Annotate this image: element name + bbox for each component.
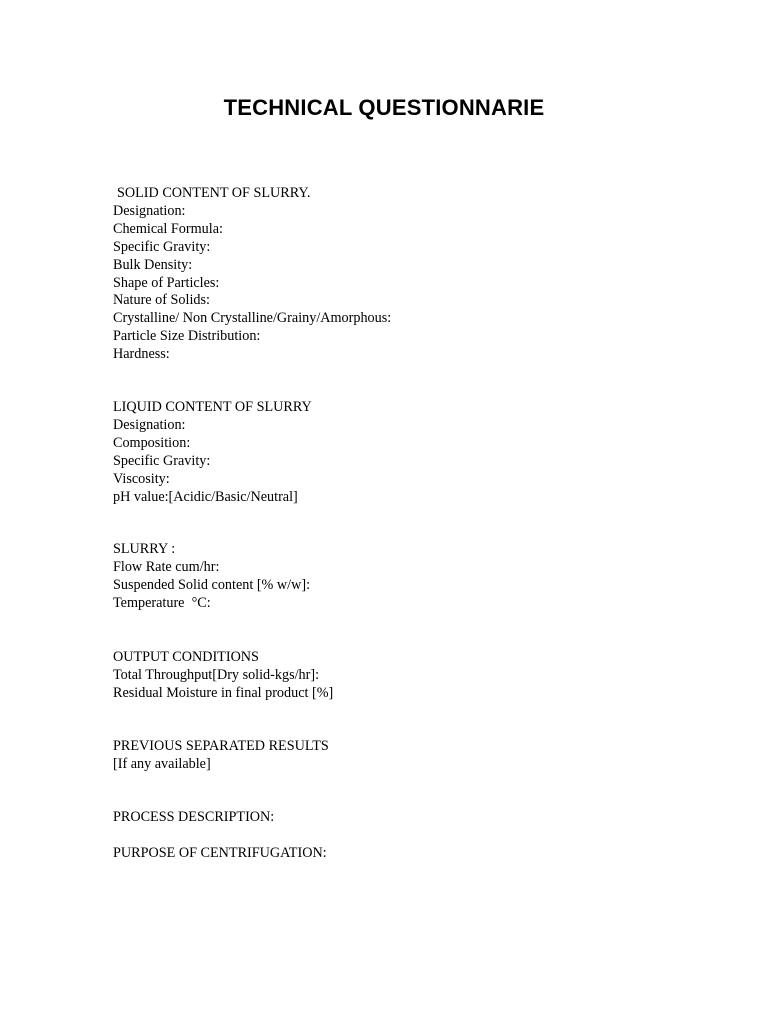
liquid-composition-label: Composition: xyxy=(113,434,191,451)
solid-content-heading: SOLID CONTENT OF SLURRY. xyxy=(117,185,311,201)
liquid-content-section xyxy=(113,399,312,506)
liquid-viscosity-label: Viscosity: xyxy=(113,470,170,487)
solid-nature-label: Nature of Solids: xyxy=(113,292,210,309)
previous-results-section xyxy=(113,738,329,774)
liquid-designation-label: Designation: xyxy=(113,416,186,433)
process-description-heading: PROCESS DESCRIPTION: xyxy=(113,809,275,825)
output-residual-moisture-label: Residual Moisture in final product [%] xyxy=(113,684,334,701)
liquid-specific-gravity-label: Specific Gravity: xyxy=(113,452,211,469)
document-title: TECHNICAL QUESTIONNARIE xyxy=(223,95,545,120)
output-conditions-section xyxy=(113,649,333,703)
liquid-content-heading: LIQUID CONTENT OF SLURRY xyxy=(113,399,312,415)
solid-crystallinity-label: Crystalline/ Non Crystalline/Grainy/Amorphous: xyxy=(113,310,392,327)
slurry-flow-rate-label: Flow Rate cum/hr: xyxy=(113,558,220,575)
solid-designation-label: Designation: xyxy=(113,202,186,219)
liquid-ph-label: pH value:[Acidic/Basic/Neutral] xyxy=(113,488,298,505)
solid-hardness-label: Hardness: xyxy=(113,346,170,363)
purpose-heading: PURPOSE OF CENTRIFUGATION: xyxy=(113,845,327,861)
solid-content-section xyxy=(113,185,391,364)
purpose-section xyxy=(113,845,327,863)
slurry-temperature-label: Temperature °C: xyxy=(113,594,211,611)
previous-results-note: [If any available] xyxy=(113,755,211,772)
slurry-section xyxy=(113,541,310,613)
solid-chemical-formula-label: Chemical Formula: xyxy=(113,220,223,237)
slurry-heading: SLURRY : xyxy=(113,541,176,557)
solid-bulk-density-label: Bulk Density: xyxy=(113,256,193,273)
solid-particle-shape-label: Shape of Particles: xyxy=(113,274,220,291)
output-conditions-heading: OUTPUT CONDITIONS xyxy=(113,649,259,665)
output-throughput-label: Total Throughput[Dry solid-kgs/hr]: xyxy=(113,666,320,683)
slurry-suspended-solid-label: Suspended Solid content [% w/w]: xyxy=(113,576,311,593)
previous-results-heading: PREVIOUS SEPARATED RESULTS xyxy=(113,738,329,754)
solid-specific-gravity-label: Specific Gravity: xyxy=(113,238,211,255)
solid-particle-size-label: Particle Size Distribution: xyxy=(113,328,261,345)
process-description-section xyxy=(113,809,274,827)
